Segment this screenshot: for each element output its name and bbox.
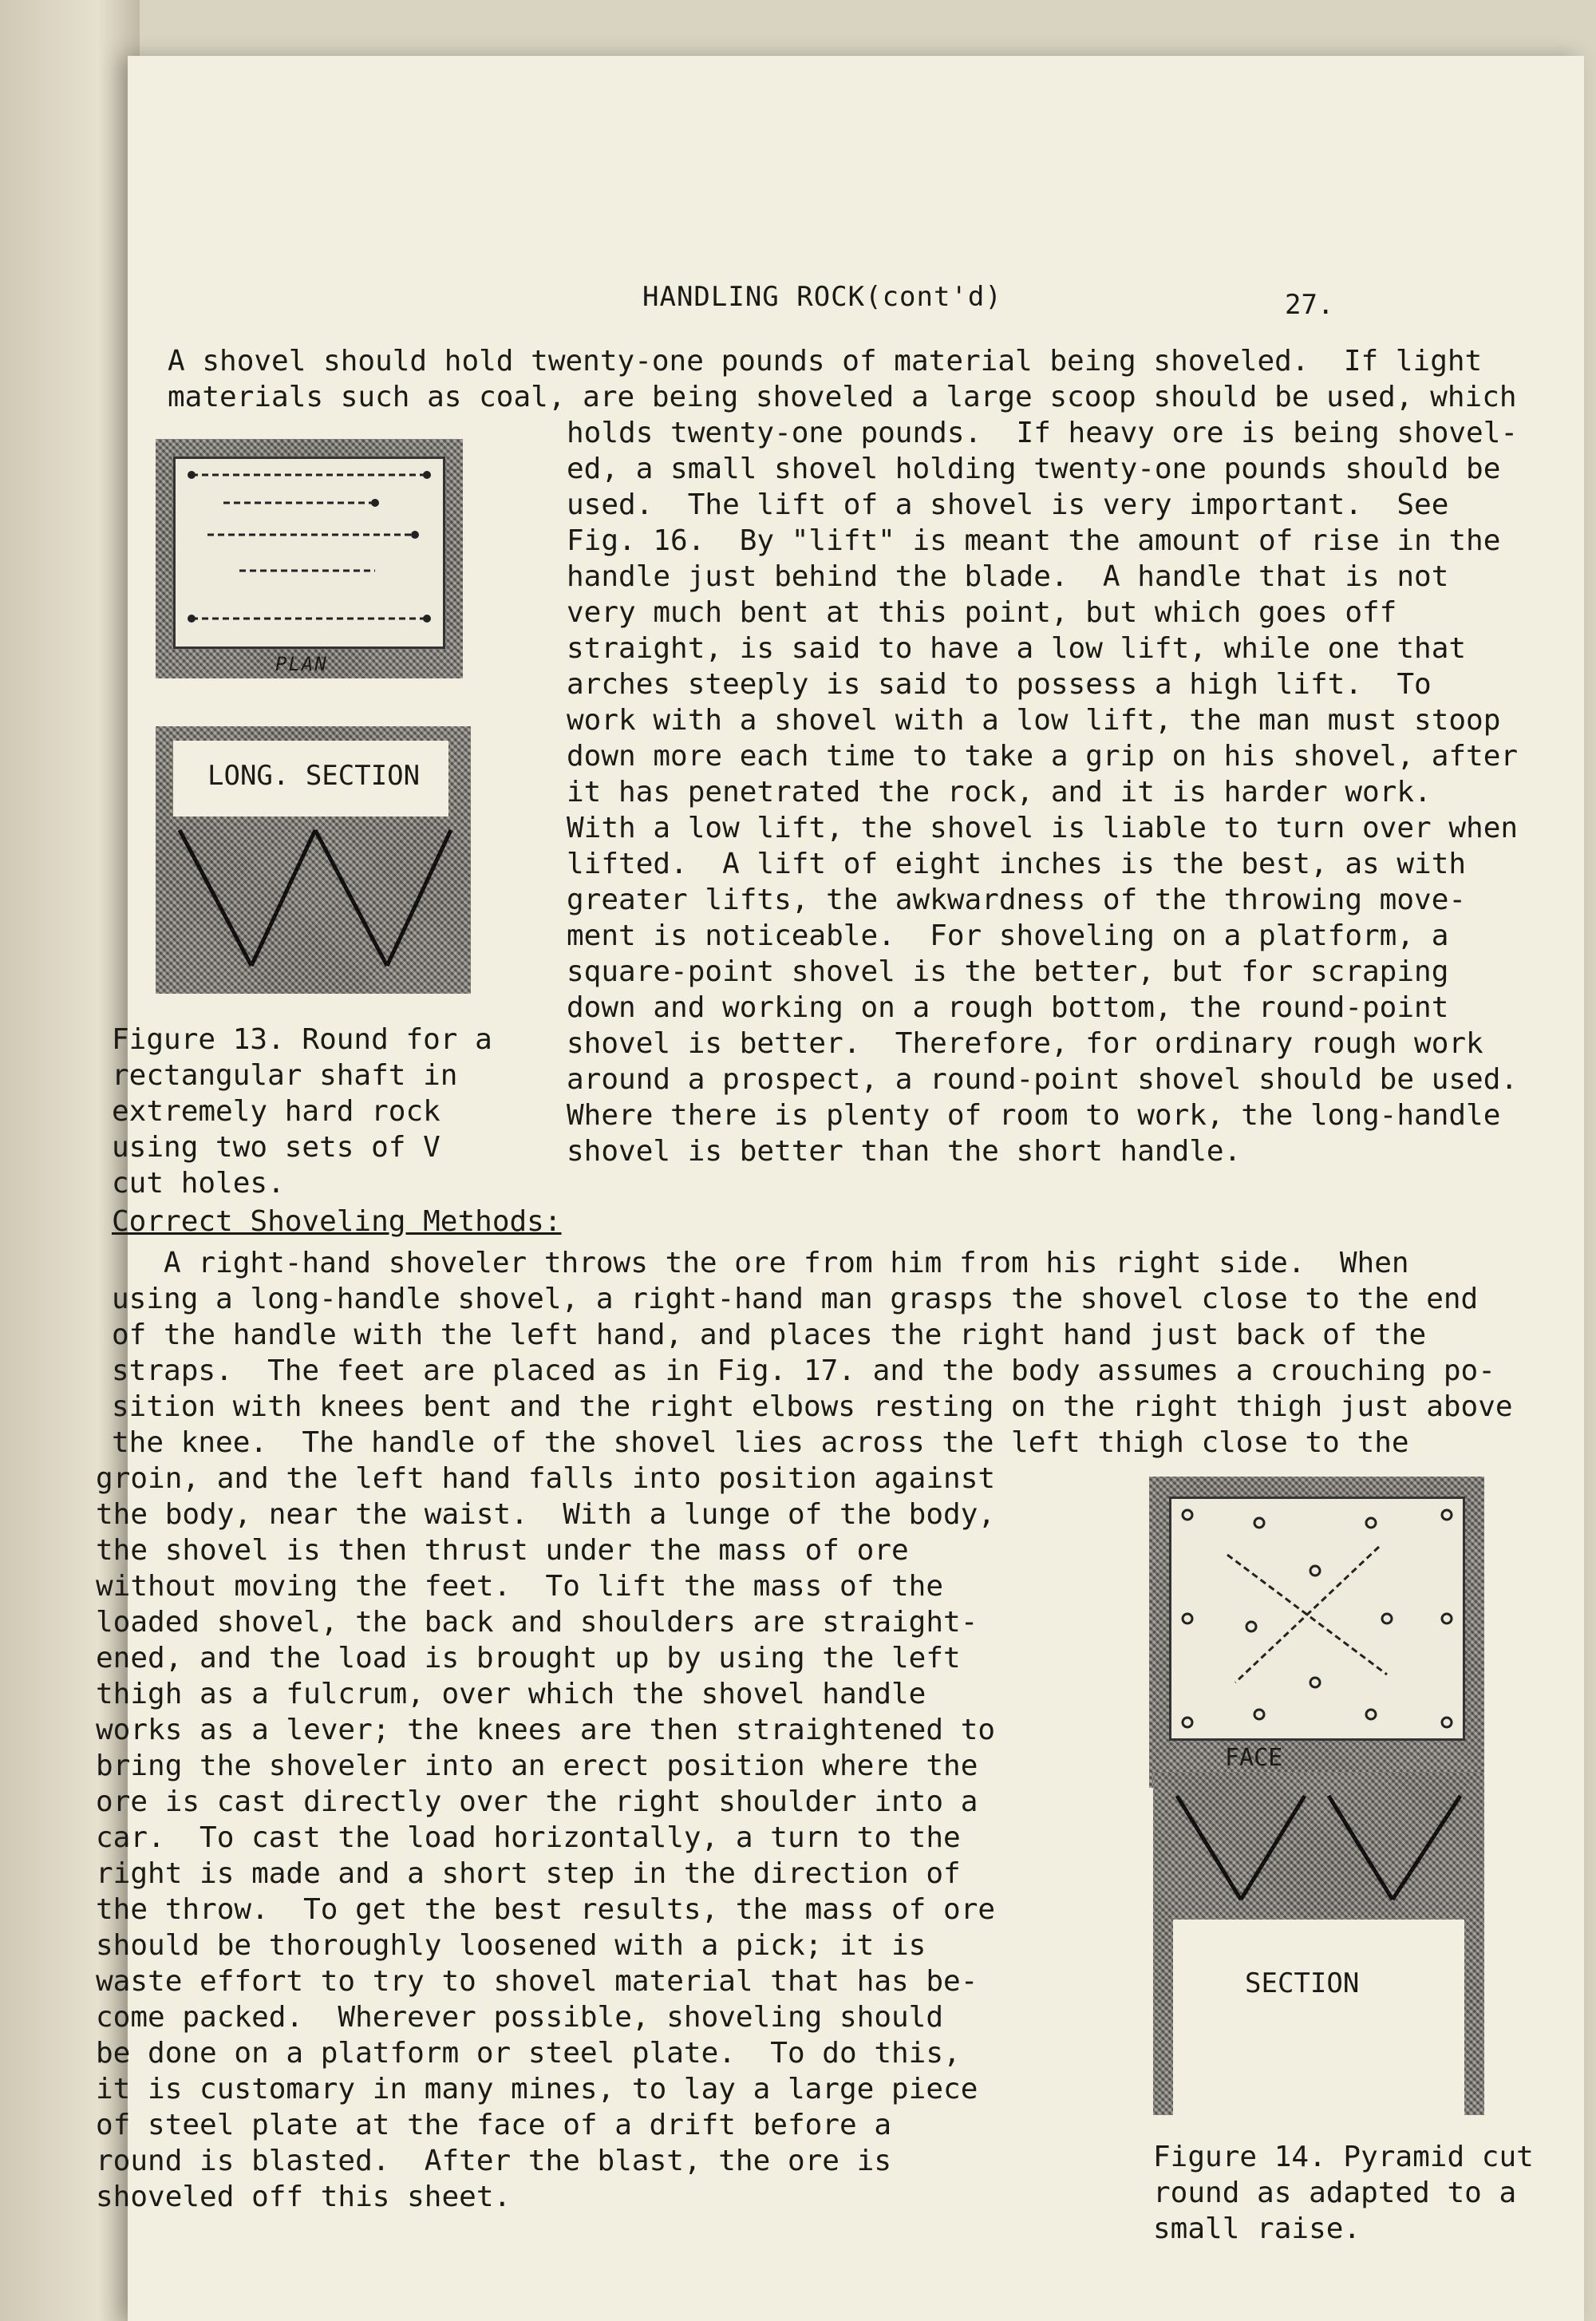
text-line: without moving the feet. To lift the mass of the: [96, 1570, 944, 1603]
text-line: sition with knees bent and the right elbows resting on the right thigh just above: [112, 1390, 1513, 1423]
text-line: around a prospect, a round-point shovel should be used.: [567, 1063, 1519, 1096]
text-line: groin, and the left hand falls into position against: [96, 1462, 996, 1495]
text-line: greater lifts, the awkwardness of the throwing move-: [567, 884, 1467, 916]
caption-line: small raise.: [1153, 2212, 1361, 2245]
caption-line: using two sets of V: [112, 1131, 440, 1164]
caption-line: round as adapted to a: [1153, 2177, 1517, 2209]
text-line: lifted. A lift of eight inches is the best, as with: [567, 848, 1467, 880]
text-line: the knee. The handle of the shovel lies across the left thigh close to the: [112, 1426, 1409, 1459]
text-line: arches steeply is said to possess a high lift. To: [567, 668, 1432, 701]
text-line: ore is cast directly over the right shoulder into a: [96, 1785, 978, 1818]
text-line: using a long-handle shovel, a right-hand man grasps the shovel close to the end: [112, 1283, 1479, 1315]
text-line: the shovel is then thrust under the mass of ore: [96, 1534, 909, 1567]
text-line: A shovel should hold twenty-one pounds of material being shoveled. If light: [168, 345, 1483, 378]
figure14-caption: [1153, 2139, 1534, 2247]
text-line: bring the shoveler into an erect position where the: [96, 1750, 978, 1782]
text-line: come packed. Wherever possible, shoveling should: [96, 2001, 944, 2034]
text-line: of the handle with the left hand, and places the right hand just back of the: [112, 1319, 1427, 1351]
figure14-face-drawing: [1149, 1477, 1484, 1788]
intro-full-width-text: [168, 343, 1517, 415]
caption-line: cut holes.: [112, 1167, 285, 1200]
text-line: shovel is better. Therefore, for ordinary rough work: [567, 1027, 1483, 1060]
text-line: of steel plate at the face of a drift before a: [96, 2109, 891, 2141]
page-number: 27.: [1285, 289, 1334, 321]
figure13-plan-face: [173, 457, 445, 649]
intro-right-column-text: [567, 415, 1518, 1169]
figure13-plan-label: PLAN: [275, 653, 328, 675]
figure14-section-drawing: [1153, 1772, 1484, 2115]
text-line: waste effort to try to shovel material that has be-: [96, 1965, 978, 1998]
text-line: A right-hand shoveler throws the ore from him from his right side. When: [112, 1247, 1409, 1279]
section-heading: Correct Shoveling Methods:: [112, 1205, 562, 1238]
text-line: thigh as a fulcrum, over which the shovel handle: [96, 1678, 926, 1710]
text-line: should be thoroughly loosened with a pick; it is: [96, 1929, 926, 1962]
caption-line: Figure 14. Pyramid cut: [1153, 2141, 1534, 2173]
caption-line: extremely hard rock: [112, 1095, 440, 1128]
text-line: handle just behind the blade. A handle that is not: [567, 560, 1449, 593]
figure13-drill-holes: [176, 459, 443, 646]
text-line: down more each time to take a grip on his shovel, after: [567, 740, 1519, 773]
text-line: ened, and the load is brought up by using the left: [96, 1642, 961, 1675]
text-line: shovel is better than the short handle.: [567, 1135, 1242, 1168]
text-line: works as a lever; the knees are then straightened to: [96, 1714, 996, 1746]
text-line: the body, near the waist. With a lunge of the body,: [96, 1498, 996, 1531]
figure13-long-section-drawing: [156, 726, 471, 994]
text-line: square-point shovel is the better, but for scraping: [567, 955, 1449, 988]
text-line: With a low lift, the shovel is liable to turn over when: [567, 812, 1519, 844]
text-line: very much bent at this point, but which goes off: [567, 596, 1397, 629]
document-page: [96, 56, 1584, 2321]
text-line: ment is noticeable. For shoveling on a platform, a: [567, 919, 1449, 952]
figure14-face-label: FACE: [1225, 1744, 1283, 1772]
caption-line: rectangular shaft in: [112, 1059, 458, 1092]
text-line: loaded shovel, the back and shoulders are straight-: [96, 1606, 978, 1639]
page-header-title: HANDLING ROCK(cont'd): [642, 281, 1002, 313]
text-line: the throw. To get the best results, the mass of ore: [96, 1893, 996, 1926]
figure14-section-cut-lines: [1153, 1772, 1484, 1916]
text-line: shoveled off this sheet.: [96, 2181, 512, 2213]
figure14-face: [1169, 1497, 1465, 1741]
text-line: materials such as coal, are being shoveled a large scoop should be used, which: [168, 381, 1517, 413]
figure13-section-label: LONG. SECTION: [207, 760, 421, 792]
text-line: work with a shovel with a low lift, the man must stoop: [567, 704, 1501, 737]
text-line: it has penetrated the rock, and it is harder work.: [567, 776, 1432, 809]
text-line: it is customary in many mines, to lay a large piece: [96, 2073, 978, 2106]
methods-full-width-text: [112, 1245, 1513, 1461]
text-line: down and working on a rough bottom, the round-point: [567, 991, 1449, 1024]
text-line: holds twenty-one pounds. If heavy ore is being shovel-: [567, 417, 1519, 449]
figure14-drill-holes: [1171, 1499, 1463, 1738]
text-line: Where there is plenty of room to work, the long-handle: [567, 1099, 1501, 1132]
caption-line: Figure 13. Round for a: [112, 1023, 492, 1056]
figure13-section-cut-lines: [156, 726, 471, 994]
text-line: ed, a small shovel holding twenty-one pounds should be: [567, 453, 1501, 485]
text-line: straight, is said to have a low lift, while one that: [567, 632, 1467, 665]
text-line: car. To cast the load horizontally, a turn to the: [96, 1821, 961, 1854]
text-line: Fig. 16. By "lift" is meant the amount of rise in the: [567, 524, 1501, 557]
text-line: right is made and a short step in the direction of: [96, 1857, 961, 1890]
methods-left-column-text: [96, 1461, 995, 2215]
figure14-section-label: SECTION: [1245, 1967, 1360, 1999]
text-line: used. The lift of a shovel is very important. See: [567, 488, 1449, 521]
figure13-caption: [112, 1022, 492, 1201]
figure14-section-label-area: [1173, 1920, 1464, 2115]
figure13-plan-drawing: [156, 439, 463, 678]
text-line: straps. The feet are placed as in Fig. 17. and the body assumes a crouching po-: [112, 1354, 1495, 1387]
text-line: round is blasted. After the blast, the ore is: [96, 2145, 891, 2177]
text-line: be done on a platform or steel plate. To do this,: [96, 2037, 961, 2070]
